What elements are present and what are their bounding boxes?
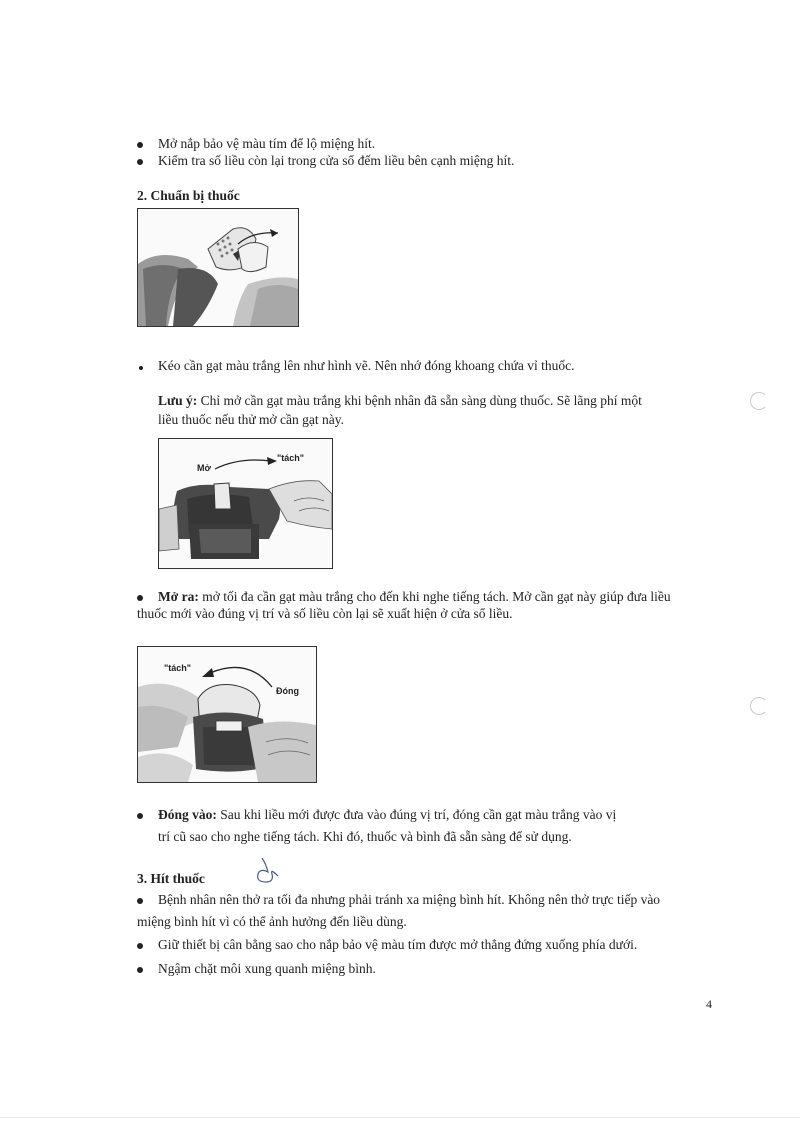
close-label: Đóng vào: bbox=[158, 807, 217, 822]
open-label: Mở ra: bbox=[158, 589, 199, 604]
instruction-open-line-1 bbox=[158, 588, 671, 606]
section-heading-inhale: 3. Hít thuốc bbox=[137, 871, 205, 886]
open-text: mở tối đa cần gạt màu trắng cho đến khi nghe tiếng tách. Mở cần gạt này giúp đưa liều bbox=[198, 589, 671, 604]
instruction-exhale-line-1: Bệnh nhân nên thở ra tối đa nhưng phải tránh xa miệng bình hít. Không nên thở trực tiếp vào bbox=[158, 892, 661, 907]
instruction-exhale-line-2: miệng bình hít vì có thể ảnh hưởng đến liều dùng. bbox=[137, 914, 407, 929]
instruction-close-line-2: trí cũ sao cho nghe tiếng tách. Khi đó, thuốc và bình đã sẵn sàng để sử dụng. bbox=[158, 829, 572, 844]
instruction-open-cap: Mở nắp bảo vệ màu tím để lộ miệng hít. bbox=[158, 136, 376, 151]
instruction-open-line-2: thuốc mới vào đúng vị trí và số liều còn lại sẽ xuất hiện ở cửa sổ liều. bbox=[137, 606, 513, 621]
instruction-seal-lips: Ngậm chặt môi xung quanh miệng bình. bbox=[158, 961, 376, 976]
instruction-hold-level: Giữ thiết bị cân bằng sao cho nắp bảo vệ màu tím được mở thẳng đứng xuống phía dưới. bbox=[158, 937, 638, 952]
figure-close-lever bbox=[137, 646, 317, 783]
close-text: Sau khi liều mới được đưa vào đúng vị trí, đóng cần gạt màu trắng vào vị bbox=[216, 807, 617, 822]
bullet-icon bbox=[137, 898, 143, 904]
instruction-pull-lever: Kéo cần gạt màu trắng lên như hình vẽ. Nên nhớ đóng khoang chứa vỉ thuốc. bbox=[158, 358, 575, 373]
bullet-icon bbox=[139, 366, 143, 370]
note-line-2: liều thuốc nếu thử mở cần gạt này. bbox=[158, 412, 345, 427]
bullet-icon bbox=[137, 813, 143, 819]
label-click-2: "tách" bbox=[164, 663, 192, 673]
handwritten-mark bbox=[252, 856, 282, 894]
bullet-icon bbox=[137, 967, 143, 973]
label-click: "tách" bbox=[277, 453, 305, 463]
figure-open-lever bbox=[158, 438, 333, 569]
label-close: Đóng bbox=[276, 686, 299, 696]
section-heading-prepare: 2. Chuẩn bị thuốc bbox=[137, 188, 240, 203]
bullet-icon bbox=[137, 943, 143, 949]
instruction-check-dose: Kiểm tra số liều còn lại trong cửa sổ đếm liều bên cạnh miệng hít. bbox=[158, 153, 515, 168]
label-open: Mở bbox=[197, 463, 211, 473]
instruction-close-line-1 bbox=[158, 806, 616, 824]
binder-hole-icon bbox=[750, 697, 768, 715]
page-number: 4 bbox=[706, 997, 712, 1011]
note-text: Chỉ mở cần gạt màu trắng khi bệnh nhân đã sẵn sàng dùng thuốc. Sẽ lãng phí một bbox=[197, 393, 642, 408]
bullet-icon bbox=[137, 142, 143, 148]
binder-hole-icon bbox=[750, 392, 768, 410]
scan-edge bbox=[0, 1117, 800, 1118]
bullet-icon bbox=[137, 159, 143, 165]
note-line-1 bbox=[158, 392, 642, 410]
figure-open-cap bbox=[137, 208, 299, 327]
bullet-icon bbox=[137, 595, 143, 601]
note-label: Lưu ý: bbox=[158, 393, 198, 408]
